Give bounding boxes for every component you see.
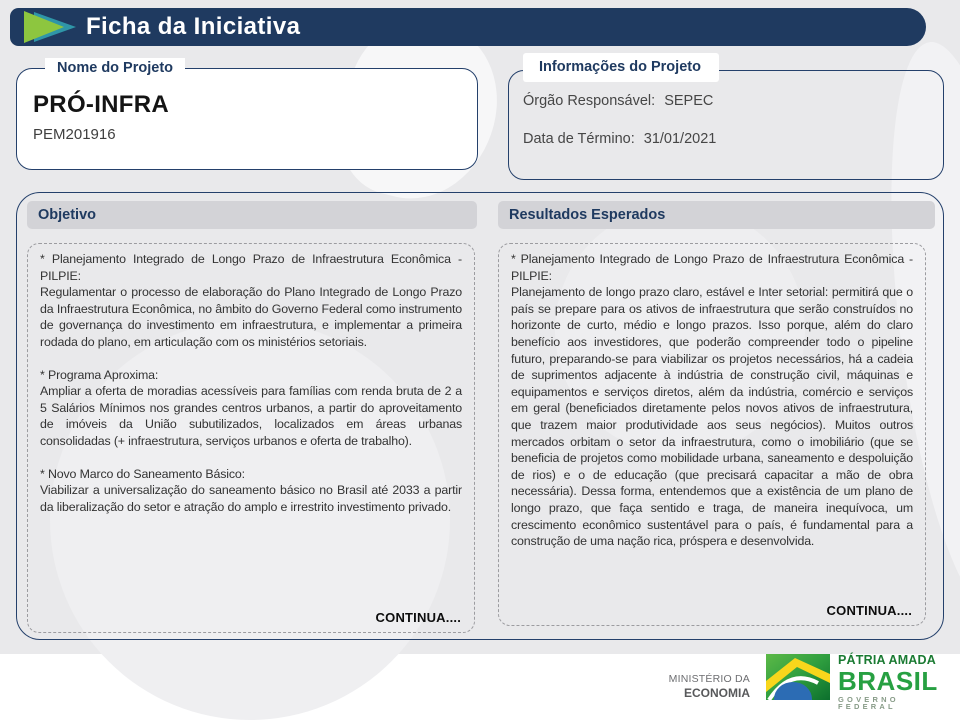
objetivo-section-header: Objetivo [27,201,477,229]
responsible-agency-value: SEPEC [664,93,714,109]
objetivo-continue-link[interactable]: CONTINUA.... [375,610,461,626]
brand-line1: PÁTRIA AMADA [838,653,936,667]
text-block: * Planejamento Integrado de Longo Prazo de Infraestrutura Econômica - PILPIE: Planejamento de longo prazo claro, estável e Inter setorial: permitirá que o país se prepare para os ativos de infraestrutura que serão construídos no horizonte de curto, médio e longo prazos. Isso porque, além do claro benefício aos investidores, que poderão compreender todo o pipeline futuro, preparando-se para viabilizar os projetos necessários, há a cadeia de suprimentos adjacente à indústria de construção civil, máquinas e equipamentos e serviços diretos, além da indústria, comércio e serviços em geral (beneficiados diretamente pelos novos ativos de infraestrutura, que trazem maior produtividade aos seus negócios). Muitos outros mercados orbitam o setor da infraestrutura, como o imobiliário (que se beneficia de projetos como mobilidade urbana, saneamento e despoluição de rios) e o de educação (que precisará capacitar a mão de obra necessária). Dessa forma, entendemos que a existência de um plano de longo prazo, que faça sentido e traga, de maneira inequívoca, um crescimento econômico sustentável para o país, é fundamental para a construção de uma nação rica, próspera e desenvolvida. [511,252,913,549]
text-block: * Novo Marco do Saneamento Básico: Viabilizar a universalização do saneamento básico no Brasil até 2033 a partir da liberalização do setor e atração do amplo e irrestrito investimento privado. [40,466,462,514]
main-content-panel [16,192,944,640]
responsible-agency-field [523,93,713,109]
header-bar [10,8,926,46]
resultados-text [511,251,913,550]
responsible-agency-label: Órgão Responsável: [523,93,656,109]
text-block: * Programa Aproxima: Ampliar a oferta de moradias acessíveis para famílias com renda bruta de 2 a 5 Salários Mínimos nos grandes centros urbanos, a partir do aproveitamento de imóveis da União subutilizados, localizados em áreas urbanas consolidadas (+ infraestrutura, serviços urbanos e oferta de trabalho). [40,367,462,448]
page-title: Ficha da Iniciativa [86,13,301,40]
end-date-value: 31/01/2021 [643,131,717,147]
ministry-line2: ECONOMIA [684,685,750,700]
brand-line3: GOVERNO FEDERAL [838,694,899,711]
end-date-field [523,131,716,147]
end-date-label: Data de Término: [523,131,635,147]
objetivo-text-box [27,243,475,633]
text-block: * Planejamento Integrado de Longo Prazo de Infraestrutura Econômica - PILPIE: Regulamentar o processo de elaboração do Plano Integrado de Longo Prazo da Infraestrutura Econômica, no âmbito do Governo Federal como instrumento de governança do investimento em infraestrutura, e implementar a primeira rodada do plano, em articulação com os ministérios setoriais. [40,252,462,349]
project-code: PEM201916 [33,126,116,143]
project-info-box [508,59,944,180]
resultados-section-header: Resultados Esperados [498,201,935,229]
project-info-box-label: Informações do Projeto [523,53,719,82]
resultados-continue-link[interactable]: CONTINUA.... [826,603,912,619]
brand-line2: BRASIL [838,665,938,696]
ministry-line1: MINISTÉRIO DA [668,673,750,685]
brazil-flag-icon [766,654,830,700]
double-arrow-icon [22,10,78,44]
project-name-box [16,60,478,170]
resultados-text-box [498,243,926,626]
project-name-box-label: Nome do Projeto [45,58,185,78]
objetivo-text [40,251,462,515]
ministry-logo-text [630,674,750,699]
patria-amada-brasil-logo [838,654,950,711]
project-name: PRÓ-INFRA [33,91,170,118]
